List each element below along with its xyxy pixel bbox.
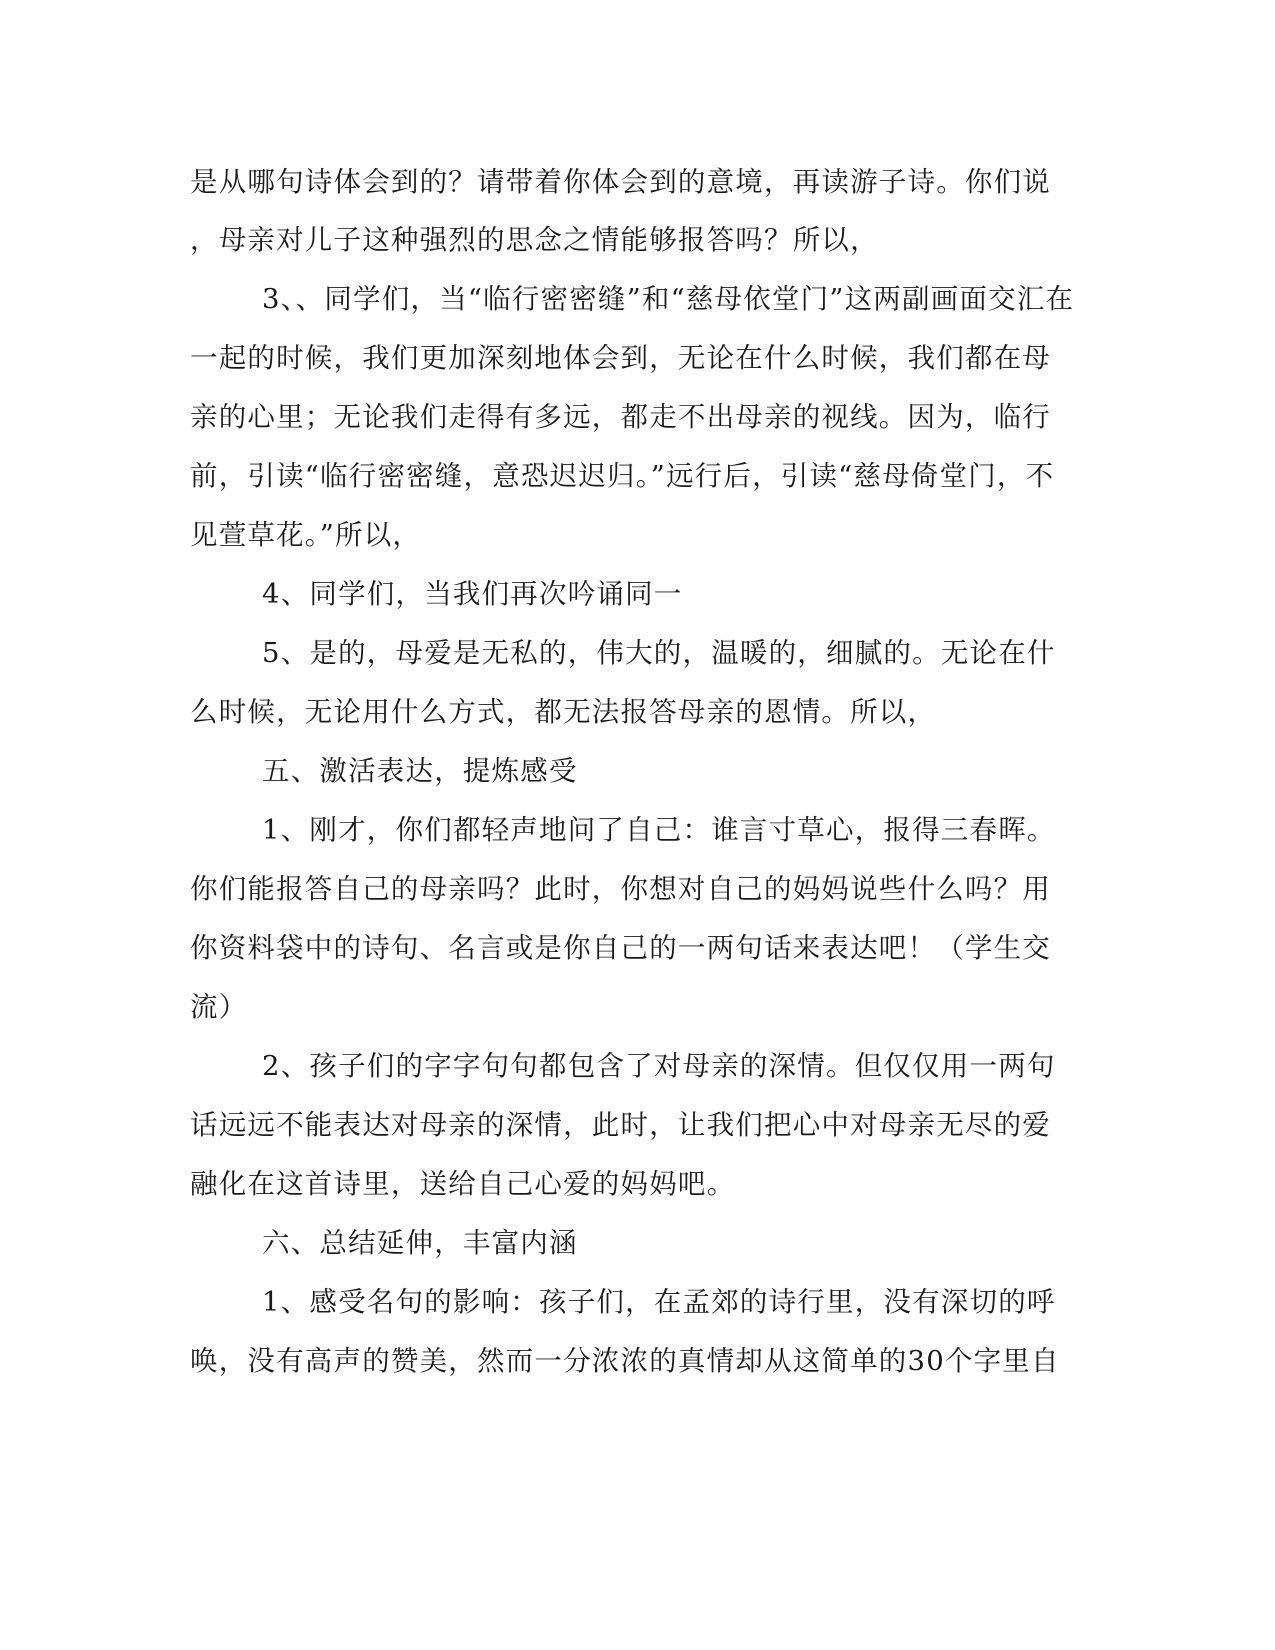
text-line-2: ，母亲对儿子这种强烈的思念之情能够报答吗？所以，: [190, 224, 879, 256]
text-line-14: 你资料袋中的诗句、名言或是你自己的一两句话来表达吧！（学生交: [190, 932, 1051, 964]
text-line-8: 4、同学们，当我们再次吟诵同一: [262, 578, 683, 610]
text-line-1: 是从哪句诗体会到的？请带着你体会到的意境，再读游子诗。你们说: [190, 166, 1051, 198]
text-line-21: 唤，没有高声的赞美，然而一分浓浓的真情却从这简单的30个字里自: [190, 1345, 1060, 1377]
text-line-9: 5、是的，母爱是无私的，伟大的，温暖的，细腻的。无论在什: [262, 637, 1056, 669]
text-line-7: 见萱草花。”所以，: [190, 519, 422, 551]
text-line-13: 你们能报答自己的母亲吗？此时，你想对自己的妈妈说些什么吗？用: [190, 873, 1051, 905]
text-line-6: 前，引读“临行密密缝，意恐迟迟归。”远行后，引读“慈母倚堂门，不: [190, 460, 1055, 492]
section-heading-5: 五、激活表达，提炼感受: [262, 755, 578, 787]
text-line-17: 话远远不能表达对母亲的深情，此时，让我们把心中对母亲无尽的爱: [190, 1109, 1051, 1141]
text-line-12: 1、刚才，你们都轻声地问了自己：谁言寸草心，报得三春晖。: [262, 814, 1056, 846]
text-line-10: 么时候，无论用什么方式，都无法报答母亲的恩情。所以，: [190, 696, 937, 728]
section-heading-6: 六、总结延伸，丰富内涵: [262, 1227, 578, 1259]
text-line-18: 融化在这首诗里，送给自己心爱的妈妈吧。: [190, 1168, 736, 1200]
text-line-3: 3、、同学们，当“临行密密缝”和“慈母依堂门”这两副画面交汇在: [262, 283, 1075, 315]
text-line-4: 一起的时候，我们更加深刻地体会到，无论在什么时候，我们都在母: [190, 342, 1051, 374]
text-line-16: 2、孩子们的字字句句都包含了对母亲的深情。但仅仅用一两句: [262, 1050, 1056, 1082]
text-line-20: 1、感受名句的影响：孩子们，在孟郊的诗行里，没有深切的呼: [262, 1286, 1056, 1318]
text-line-5: 亲的心里；无论我们走得有多远，都走不出母亲的视线。因为，临行: [190, 401, 1051, 433]
text-line-15: 流）: [190, 991, 248, 1023]
